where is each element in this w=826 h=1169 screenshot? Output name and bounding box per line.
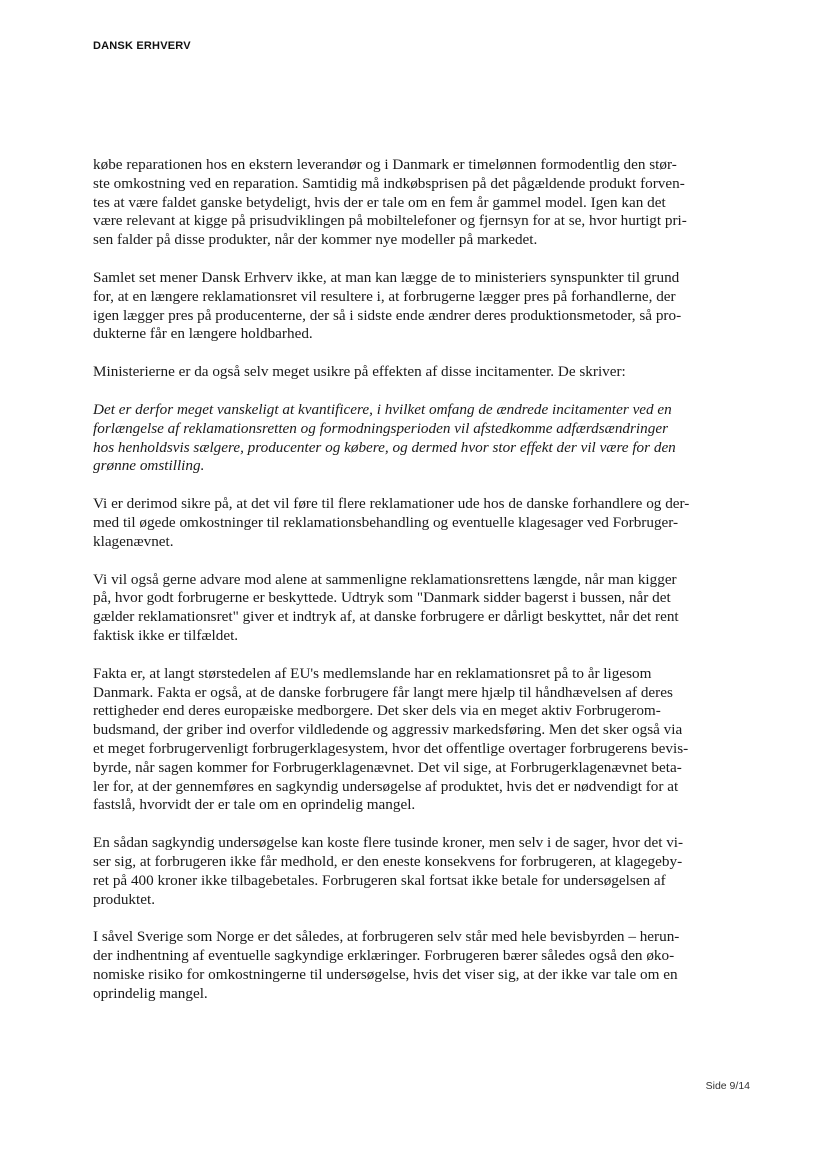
text-line: på, hvor godt forbrugerne er beskyttede. Udtryk som "Danmark sidder bagerst i bussen, når det: [93, 589, 671, 607]
text-line: ret på 400 kroner ikke tilbagebetales. Forbrugeren skal fortsat ikke betale for undersøgelsen af: [93, 871, 666, 889]
text-line: Vi er derimod sikre på, at det vil føre til flere reklamationer ude hos de danske forhandlere og der-: [93, 495, 690, 513]
paragraph-more-complaints: [93, 495, 729, 551]
text-line: være relevant at kigge på prisudviklingen på mobiltelefoner og fjernsyn for at se, hvor hurtigt pri-: [93, 212, 687, 230]
text-line: dukterne får en længere holdbarhed.: [93, 325, 313, 343]
paragraph-ministries-uncertain: [93, 363, 729, 382]
text-line: igen lægger pres på producenterne, der så i sidste ende ændrer deres produktionsmetoder, så pro-: [93, 306, 682, 324]
text-line: der indhentning af eventuelle sagkyndige erklæringer. Forbrugeren bærer således også den øko-: [93, 947, 675, 965]
document-body: [93, 156, 729, 1003]
text-line: budsmand, der griber ind overfor vildledende og aggressiv markedsføring. Men det sker også via: [93, 721, 683, 739]
paragraph-sweden-norway: [93, 928, 729, 1003]
text-line: rettigheder end deres europæiske medborgere. Det sker dels via en meget aktiv Forbrugerom-: [93, 702, 661, 720]
text-line: oprindelig mangel.: [93, 984, 208, 1002]
paragraph-repair-cost: [93, 156, 729, 250]
text-line: faktisk ikke er tilfældet.: [93, 626, 239, 644]
text-line: ler for, at der gennemføres en sagkyndig undersøgelse af produktet, hvis det er nødvendigt for at: [93, 777, 679, 795]
text-line: forlængelse af reklamationsretten og formodningsperioden vil afstedkomme adfærdsændringer: [93, 419, 668, 437]
text-line: hos henholdsvis sælgere, producenter og købere, og dermed hvor stor effekt der vil være for den: [93, 438, 676, 456]
text-line: produktet.: [93, 890, 156, 908]
text-line: nomiske risiko for omkostningerne til undersøgelse, hvis det viser sig, at der ikke var tale om en: [93, 965, 678, 983]
text-line: Danmark. Fakta er også, at de danske forbrugere får langt mere hjælp til håndhævelsen af deres: [93, 683, 673, 701]
text-line: gælder reklamationsret" giver et indtryk af, at danske forbrugere er dårligt beskyttet, når det rent: [93, 608, 679, 626]
paragraph-warning-comparison: [93, 571, 729, 646]
text-line: grønne omstilling.: [93, 457, 205, 475]
text-line: sen falder på disse produkter, når der kommer nye modeller på markedet.: [93, 231, 538, 249]
paragraph-eu-facts: [93, 665, 729, 815]
text-line: Samlet set mener Dansk Erhverv ikke, at man kan lægge de to ministeriers synspunkter til grund: [93, 268, 680, 286]
text-line: byrde, når sagen kommer for Forbrugerklagenævnet. Det vil sige, at Forbrugerklagenævnet beta-: [93, 758, 682, 776]
text-line: for, at en længere reklamationsret vil resultere i, at forbrugerne lægger pres på forhandlerne, der: [93, 287, 676, 305]
text-line: Ministerierne er da også selv meget usikre på effekten af disse incitamenter. De skriver:: [93, 363, 626, 381]
text-line: tes at være faldet ganske betydeligt, hvis der er tale om en fem år gammel model. Igen kan det: [93, 193, 666, 211]
quote-block: [93, 401, 729, 476]
text-line: Vi vil også gerne advare mod alene at sammenligne reklamationsrettens længde, når man kigger: [93, 570, 677, 588]
page-number: Side 9/14: [705, 1080, 750, 1092]
text-line: En sådan sagkyndig undersøgelse kan koste flere tusinde kroner, men selv i de sager, hvor det vi-: [93, 834, 684, 852]
text-line: et meget forbrugervenligt forbrugerklagesystem, hvor det offentlige overtager forbrugerens bevis-: [93, 739, 689, 757]
text-line: ste omkostning ved en reparation. Samtidig må indkøbsprisen på det pågældende produkt forven-: [93, 174, 685, 192]
paragraph-expert-examination: [93, 834, 729, 909]
text-line: købe reparationen hos en ekstern leverandør og i Danmark er timelønnen formodentlig den stør-: [93, 156, 677, 173]
text-line: ser sig, at forbrugeren ikke får medhold, er den eneste konsekvens for forbrugeren, at klagegeby-: [93, 852, 683, 870]
text-line: med til øgede omkostninger til reklamationsbehandling og eventuelle klagesager ved Forbruger-: [93, 513, 679, 531]
text-line: I såvel Sverige som Norge er det således, at forbrugeren selv står med hele bevisbyrden – herun-: [93, 928, 680, 946]
text-line: fastslå, hvorvidt der er tale om en oprindelig mangel.: [93, 796, 416, 814]
text-line: Fakta er, at langt størstedelen af EU's medlemslande har en reklamationsret på to år ligesom: [93, 664, 652, 682]
paragraph-overall-view: [93, 269, 729, 344]
text-line: klagenævnet.: [93, 532, 174, 550]
text-line: Det er derfor meget vanskeligt at kvantificere, i hvilket omfang de ændrede incitamenter ved en: [93, 400, 672, 418]
organization-header: DANSK ERHVERV: [93, 40, 191, 52]
